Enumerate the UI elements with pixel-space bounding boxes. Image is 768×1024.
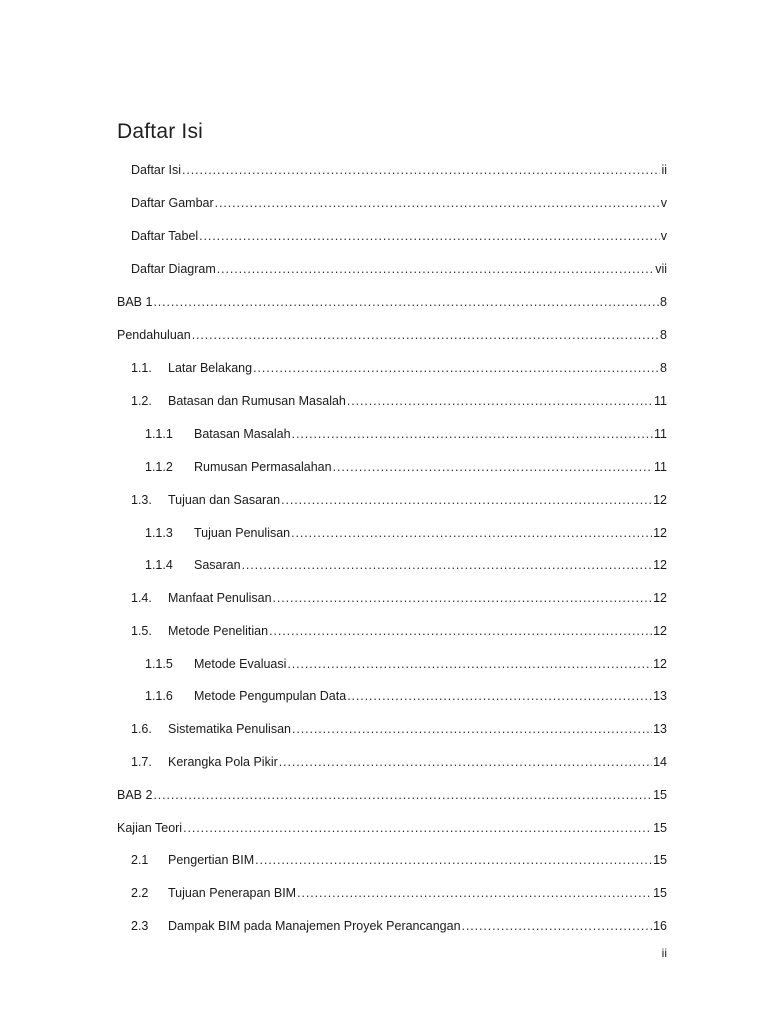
toc-entry-page: 8 <box>660 295 667 309</box>
toc-entry-page: v <box>660 229 667 243</box>
toc-entry-1-1-3[interactable] <box>145 521 667 541</box>
toc-entry-number: 1.1.4 <box>145 558 173 572</box>
toc-dot-leader <box>291 525 652 541</box>
toc-entry-label: Kajian Teori <box>117 821 183 835</box>
toc-entry-label: BAB 1 <box>117 295 153 309</box>
toc-dot-leader <box>287 656 652 672</box>
toc-dot-leader <box>273 590 653 606</box>
toc-entry-page: 11 <box>654 427 667 441</box>
toc-entry-daftar-gambar[interactable] <box>131 191 667 211</box>
toc-dot-leader <box>297 885 652 901</box>
toc-entry-page: 12 <box>653 493 667 507</box>
toc-entry-2-2[interactable] <box>131 881 667 901</box>
toc-dot-leader <box>255 852 652 868</box>
toc-dot-leader <box>183 820 652 836</box>
toc-entry-1-2[interactable] <box>131 389 667 409</box>
toc-entry-label: Batasan Masalah <box>194 427 291 441</box>
toc-entry-page: 8 <box>660 361 667 375</box>
toc-entry-page: 15 <box>653 821 667 835</box>
toc-entry-page: ii <box>661 163 667 177</box>
toc-entry-page: 13 <box>653 689 667 703</box>
toc-entry-1-1-2[interactable] <box>145 455 667 475</box>
toc-dot-leader <box>182 162 660 178</box>
toc-dot-leader <box>333 459 653 475</box>
toc-entry-number: 1.5. <box>131 624 152 638</box>
toc-entry-1-1[interactable] <box>131 356 667 376</box>
toc-entry-number: 2.1 <box>131 853 149 867</box>
toc-dot-leader <box>199 228 660 244</box>
toc-dot-leader <box>462 918 653 934</box>
toc-entry-number: 1.3. <box>131 493 152 507</box>
toc-entry-page: 14 <box>653 755 667 769</box>
toc-entry-bab-2[interactable] <box>117 783 667 803</box>
toc-dot-leader <box>217 261 654 277</box>
toc-entry-number: 1.1.3 <box>145 526 173 540</box>
toc-entry-number: 1.1.6 <box>145 689 173 703</box>
toc-dot-leader <box>292 426 653 442</box>
toc-entry-page: 11 <box>654 460 667 474</box>
toc-dot-leader <box>279 754 652 770</box>
toc-dot-leader <box>347 688 652 704</box>
toc-entry-label: Latar Belakang <box>168 361 253 375</box>
toc-entry-page: v <box>660 196 667 210</box>
toc-entry-pendahuluan[interactable] <box>117 323 667 343</box>
toc-entry-number: 1.1. <box>131 361 152 375</box>
toc-entry-1-5[interactable] <box>131 619 667 639</box>
toc-entry-label: Metode Penelitian <box>168 624 269 638</box>
toc-entry-label: Sasaran <box>194 558 241 572</box>
toc-entry-label: Kerangka Pola Pikir <box>168 755 278 769</box>
toc-dot-leader <box>292 721 652 737</box>
toc-entry-page: 15 <box>653 853 667 867</box>
toc-entry-label: Metode Pengumpulan Data <box>194 689 347 703</box>
toc-entry-page: 11 <box>654 394 667 408</box>
toc-entry-page: 13 <box>653 722 667 736</box>
toc-entry-1-1-5[interactable] <box>145 652 667 672</box>
toc-entry-page: 16 <box>653 919 667 933</box>
toc-entry-2-1[interactable] <box>131 848 667 868</box>
toc-entry-page: 12 <box>653 657 667 671</box>
toc-entry-page: 8 <box>660 328 667 342</box>
toc-entry-number: 2.3 <box>131 919 149 933</box>
toc-entry-number: 1.1.2 <box>145 460 173 474</box>
toc-dot-leader <box>281 492 652 508</box>
toc-dot-leader <box>153 787 652 803</box>
toc-entry-kajian-teori[interactable] <box>117 816 667 836</box>
toc-entry-number: 1.7. <box>131 755 152 769</box>
toc-entry-page: 15 <box>653 886 667 900</box>
toc-entry-label: Batasan dan Rumusan Masalah <box>168 394 346 408</box>
toc-entry-page: 12 <box>653 591 667 605</box>
page-number: ii <box>661 946 667 960</box>
toc-entry-1-1-6[interactable] <box>145 684 667 704</box>
toc-entry-1-1-4[interactable] <box>145 553 667 573</box>
toc-entry-page: 12 <box>653 526 667 540</box>
toc-entry-number: 1.1.1 <box>145 427 173 441</box>
toc-dot-leader <box>347 393 653 409</box>
toc-dot-leader <box>192 327 659 343</box>
toc-entry-label: Pengertian BIM <box>168 853 255 867</box>
toc-dot-leader <box>269 623 652 639</box>
toc-entry-number: 1.4. <box>131 591 152 605</box>
toc-entry-daftar-isi[interactable] <box>131 158 667 178</box>
toc-entry-label: Tujuan Penerapan BIM <box>168 886 297 900</box>
toc-entry-1-3[interactable] <box>131 488 667 508</box>
toc-entry-label: BAB 2 <box>117 788 153 802</box>
toc-entry-bab-1[interactable] <box>117 290 667 310</box>
toc-entry-label: Sistematika Penulisan <box>168 722 291 736</box>
toc-entry-number: 1.1.5 <box>145 657 173 671</box>
toc-dot-leader <box>242 557 653 573</box>
toc-entry-label: Daftar Gambar <box>131 196 214 210</box>
toc-entry-number: 1.6. <box>131 722 152 736</box>
toc-entry-daftar-tabel[interactable] <box>131 224 667 244</box>
toc-entry-label: Daftar Isi <box>131 163 182 177</box>
toc-entry-label: Daftar Diagram <box>131 262 216 276</box>
toc-dot-leader <box>215 195 660 211</box>
toc-entry-1-7[interactable] <box>131 750 667 770</box>
toc-entry-label: Dampak BIM pada Manajemen Proyek Perancangan <box>168 919 461 933</box>
toc-entry-label: Tujuan Penulisan <box>194 526 291 540</box>
toc-entry-label: Manfaat Penulisan <box>168 591 272 605</box>
toc-entry-label: Pendahuluan <box>117 328 191 342</box>
toc-entry-page: vii <box>655 262 667 276</box>
toc-entry-2-3[interactable] <box>131 914 667 934</box>
toc-dot-leader <box>253 360 659 376</box>
toc-dot-leader <box>153 294 659 310</box>
toc-entry-daftar-diagram[interactable] <box>131 257 667 277</box>
toc-entry-number: 1.2. <box>131 394 152 408</box>
toc-entry-page: 12 <box>653 558 667 572</box>
toc-entry-page: 15 <box>653 788 667 802</box>
toc-entry-label: Tujuan dan Sasaran <box>168 493 281 507</box>
toc-entry-1-1-1[interactable] <box>145 422 667 442</box>
toc-entry-1-4[interactable] <box>131 586 667 606</box>
toc-entry-page: 12 <box>653 624 667 638</box>
toc-entry-label: Metode Evaluasi <box>194 657 287 671</box>
toc-entry-1-6[interactable] <box>131 717 667 737</box>
toc-entry-label: Daftar Tabel <box>131 229 199 243</box>
toc-entry-label: Rumusan Permasalahan <box>194 460 332 474</box>
page-title: Daftar Isi <box>117 120 204 143</box>
toc-entry-number: 2.2 <box>131 886 149 900</box>
